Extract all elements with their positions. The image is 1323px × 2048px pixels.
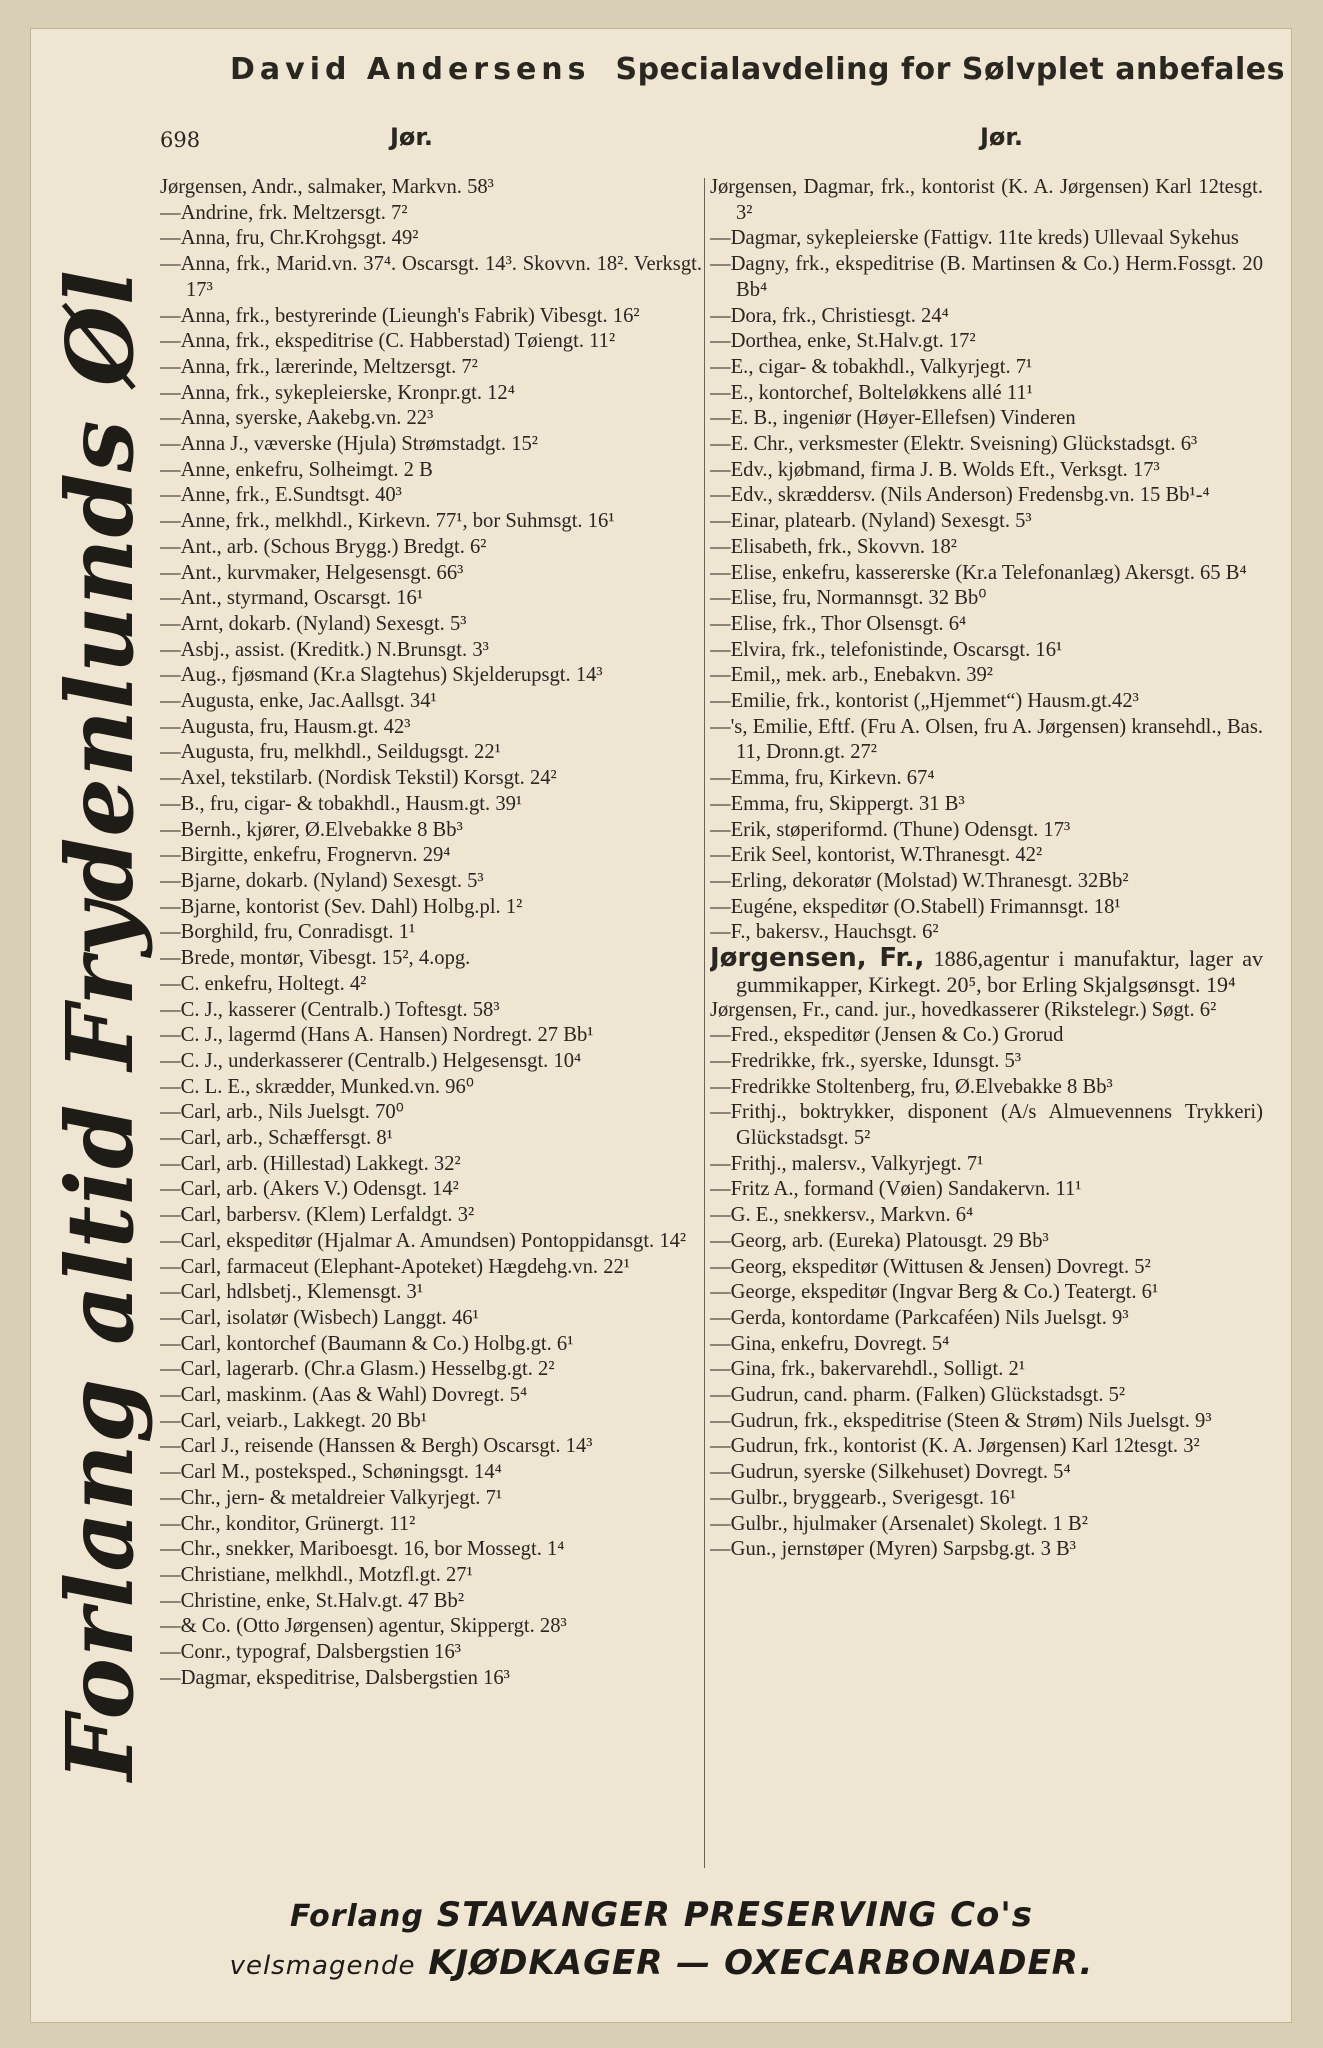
directory-entry: —Carl, farmaceut (Elephant-Apoteket) Hægdehg.vn. 22¹ <box>160 1255 630 1278</box>
directory-entry: —Carl, ekspeditør (Hjalmar A. Amundsen) Pontoppidansgt. 14² <box>160 1229 687 1252</box>
feature-entry <box>710 943 1263 997</box>
directory-entry: —Carl, arb. (Akers V.) Odensgt. 14² <box>160 1178 459 1201</box>
directory-entry: —E., kontorchef, Bolteløkkens allé 11¹ <box>710 381 1033 404</box>
directory-entry: —Gun., jernstøper (Myren) Sarpsbg.gt. 3 B³ <box>710 1538 1076 1561</box>
directory-entry: —Gudrun, cand. pharm. (Falken) Glückstadsgt. 5² <box>710 1384 1126 1407</box>
feature-entry-details: 1886,agentur i manufaktur, lager av gummikapper, Kirkegt. 20⁵, bor Erling Skjalgsønsgt. 19⁴ <box>736 946 1263 997</box>
side-advertisement <box>45 269 155 1781</box>
directory-entry: —Carl, arb., Nils Juelsgt. 70⁰ <box>160 1101 404 1124</box>
right-column-entries-a <box>710 175 1263 946</box>
directory-entry: —Bernh., kjører, Ø.Elvebakke 8 Bb³ <box>160 818 463 841</box>
header-tagline: Specialavdeling for Sølvplet anbefales <box>615 52 1286 87</box>
directory-entry: —C. L. E., skrædder, Munked.vn. 96⁰ <box>160 1075 475 1098</box>
directory-entry: —Fredrikke, frk., syerske, Idunsgt. 5³ <box>710 1049 1022 1072</box>
directory-entry: —Christiane, melkhdl., Motzfl.gt. 27¹ <box>160 1563 473 1586</box>
directory-entry: —Dagny, frk., ekspeditrise (B. Martinsen & Co.) Herm.Fossgt. 20 Bb⁴ <box>710 253 1263 301</box>
right-column-entries-b <box>710 998 1263 1563</box>
directory-entry: —Gulbr., bryggearb., Sverigesgt. 16¹ <box>710 1486 1016 1509</box>
directory-entry: —Frithj., boktrykker, disponent (A/s Almuevennens Trykkeri) Glückstadsgt. 5² <box>710 1101 1263 1150</box>
right-column <box>710 175 1263 1875</box>
directory-entry: —Anna J., væverske (Hjula) Strømstadgt. 15² <box>160 433 538 456</box>
directory-entry: —Anna, syerske, Aakebg.vn. 22³ <box>160 407 434 430</box>
running-head-left: Jør. <box>390 123 433 151</box>
directory-entry: —Chr., konditor, Grünergt. 11² <box>160 1512 416 1535</box>
directory-entry: —Edv., kjøbmand, firma J. B. Wolds Eft., Verksgt. 17³ <box>710 458 1160 481</box>
directory-entry: —B., fru, cigar- & tobakhdl., Hausm.gt. 39¹ <box>160 792 523 815</box>
directory-entry: —Gina, enkefru, Dovregt. 5⁴ <box>710 1332 950 1355</box>
directory-entry: —E. B., ingeniør (Høyer-Ellefsen) Vinderen <box>710 407 1076 430</box>
directory-entry: —Gerda, kontordame (Parkcaféen) Nils Juelsgt. 9³ <box>710 1306 1129 1329</box>
directory-entry: —Anne, frk., melkhdl., Kirkevn. 77¹, bor Suhmsgt. 16¹ <box>160 510 615 533</box>
directory-entry: —Chr., jern- & metaldreier Valkyrjegt. 7¹ <box>160 1486 503 1509</box>
directory-entry: —Carl M., posteksped., Schøningsgt. 14⁴ <box>160 1461 502 1484</box>
directory-entry: —Emilie, frk., kontorist („Hjemmet“) Hausm.gt.42³ <box>710 690 1139 713</box>
directory-entry: —Elisabeth, frk., Skovvn. 18² <box>710 535 957 558</box>
header-name: David Andersens <box>230 52 591 87</box>
directory-entry: —Gudrun, frk., ekspeditrise (Steen & Strøm) Nils Juelsgt. 9³ <box>710 1409 1212 1432</box>
directory-entry: —Anna, frk., lærerinde, Meltzersgt. 7² <box>160 355 478 378</box>
directory-entry: —Erik Seel, kontorist, W.Thranesgt. 42² <box>710 844 1043 867</box>
bottom-ad-line-2-big: KJØDKAGER — OXECARBONADER. <box>428 1943 1094 1983</box>
bottom-ad-line-2-small: velsmagende <box>229 1951 416 1981</box>
directory-entry: —Brede, montør, Vibesgt. 15², 4.opg. <box>160 947 471 970</box>
directory-entry: —Gudrun, syerske (Silkehuset) Dovregt. 5⁴ <box>710 1461 1071 1484</box>
directory-entry: —G. E., snekkersv., Markvn. 6⁴ <box>710 1204 974 1227</box>
directory-entry: Jørgensen, Dagmar, frk., kontorist (K. A. Jørgensen) Karl 12tesgt. 3² <box>710 176 1263 224</box>
directory-entry: —C. enkefru, Holtegt. 4² <box>160 972 367 995</box>
directory-entry: —Carl, maskinm. (Aas & Wahl) Dovregt. 5⁴ <box>160 1384 528 1407</box>
directory-entry: —Ant., arb. (Schous Brygg.) Bredgt. 6² <box>160 535 487 558</box>
directory-entry: —Dagmar, sykepleierske (Fattigv. 11te kreds) Ullevaal Sykehus <box>710 227 1239 250</box>
side-ad-text: Forlang altid Frydenlunds Øl <box>46 269 154 1781</box>
directory-entry: —Emma, fru, Kirkevn. 67⁴ <box>710 767 935 790</box>
bottom-ad-line-1-small: Forlang <box>289 1899 424 1934</box>
bottom-ad-line-2 <box>0 1943 1323 1983</box>
directory-entry: —George, ekspeditør (Ingvar Berg & Co.) Teatergt. 6¹ <box>710 1281 1159 1304</box>
directory-entry: —Anna, frk., Marid.vn. 37⁴. Oscarsgt. 14³. Skovvn. 18². Verksgt. 17³ <box>160 253 702 301</box>
directory-entry: —Anne, enkefru, Solheimgt. 2 B <box>160 458 433 481</box>
directory-entry: —Anna, frk., bestyrerinde (Lieungh's Fabrik) Vibesgt. 16² <box>160 304 640 327</box>
directory-entry: —Elvira, frk., telefonistinde, Oscarsgt. 16¹ <box>710 638 1063 661</box>
directory-entry: —Andrine, frk. Meltzersgt. 7² <box>160 201 408 224</box>
directory-entry: Jørgensen, Fr., cand. jur., hovedkasserer (Rikstelegr.) Søgt. 6² <box>710 998 1217 1021</box>
directory-entry: —Carl, veiarb., Lakkegt. 20 Bb¹ <box>160 1409 427 1432</box>
directory-entry: —Carl, hdlsbetj., Klemensgt. 3¹ <box>160 1281 423 1304</box>
directory-entry: —Axel, tekstilarb. (Nordisk Tekstil) Korsgt. 24² <box>160 767 557 790</box>
directory-entry: —Augusta, enke, Jac.Aallsgt. 34¹ <box>160 690 437 713</box>
directory-entry: —Edv., skræddersv. (Nils Anderson) Fredensbg.vn. 15 Bb¹-⁴ <box>710 484 1210 507</box>
directory-entry: —Fredrikke Stoltenberg, fru, Ø.Elvebakke 8 Bb³ <box>710 1075 1113 1098</box>
directory-entry: —Anna, frk., ekspeditrise (C. Habberstad) Tøiengt. 11² <box>160 330 616 353</box>
directory-entry: —Carl, kontorchef (Baumann & Co.) Holbg.gt. 6¹ <box>160 1332 574 1355</box>
directory-entry: —Emil,, mek. arb., Enebakvn. 39² <box>710 664 993 687</box>
directory-entry: —Gudrun, frk., kontorist (K. A. Jørgensen) Karl 12tesgt. 3² <box>710 1435 1200 1458</box>
directory-entry: —E., cigar- & tobakhdl., Valkyrjegt. 7¹ <box>710 355 1033 378</box>
directory-entry: —Augusta, fru, melkhdl., Seildugsgt. 22¹ <box>160 741 501 764</box>
directory-entry: —Borghild, fru, Conradisgt. 1¹ <box>160 921 416 944</box>
directory-entry: —Dorthea, enke, St.Halv.gt. 17² <box>710 330 976 353</box>
directory-entry: —Anna, fru, Chr.Krohgsgt. 49² <box>160 227 419 250</box>
directory-entry: —Gulbr., hjulmaker (Arsenalet) Skolegt. 1 B² <box>710 1512 1088 1535</box>
bottom-ad-line-1-big: STAVANGER PRESERVING Co's <box>436 1895 1034 1935</box>
directory-entry: —Dagmar, ekspeditrise, Dalsbergstien 16³ <box>160 1666 510 1689</box>
directory-entry: —C. J., underkasserer (Centralb.) Helgesensgt. 10⁴ <box>160 1049 582 1072</box>
directory-entry: —E. Chr., verksmester (Elektr. Sveisning) Glückstadsgt. 6³ <box>710 433 1198 456</box>
directory-entry: —C. J., lagermd (Hans A. Hansen) Nordregt. 27 Bb¹ <box>160 1024 594 1047</box>
directory-entry: —Erling, dekoratør (Molstad) W.Thranesgt. 32Bb² <box>710 869 1129 892</box>
directory-entry: —Anne, frk., E.Sundtsgt. 40³ <box>160 484 402 507</box>
directory-entry: —Georg, ekspeditør (Wittusen & Jensen) Dovregt. 5² <box>710 1255 1151 1278</box>
directory-entry: —Fritz A., formand (Vøien) Sandakervn. 11¹ <box>710 1178 1082 1201</box>
directory-entry: —Dora, frk., Christiesgt. 24⁴ <box>710 304 949 327</box>
directory-entry: —Anna, frk., sykepleierske, Kronpr.gt. 12⁴ <box>160 381 515 404</box>
header-advertisement <box>230 52 1286 87</box>
directory-entry: —Erik, støperiformd. (Thune) Odensgt. 17³ <box>710 818 1071 841</box>
directory-entry: —Georg, arb. (Eureka) Platousgt. 29 Bb³ <box>710 1229 1049 1252</box>
directory-entry: —Carl, barbersv. (Klem) Lerfaldgt. 3² <box>160 1204 475 1227</box>
directory-entry: —Carl, isolatør (Wisbech) Langgt. 46¹ <box>160 1306 479 1329</box>
running-head-right: Jør. <box>980 123 1023 151</box>
directory-entry: —Augusta, fru, Hausm.gt. 42³ <box>160 715 411 738</box>
directory-entry: —Conr., typograf, Dalsbergstien 16³ <box>160 1641 461 1664</box>
directory-entry: —Fred., ekspeditør (Jensen & Co.) Grorud <box>710 1024 1064 1047</box>
directory-entry: —Carl, arb., Schæffersgt. 8¹ <box>160 1127 393 1150</box>
directory-entry: —C. J., kasserer (Centralb.) Toftesgt. 58³ <box>160 998 500 1021</box>
directory-entry: —Elise, frk., Thor Olsensgt. 6⁴ <box>710 612 967 635</box>
directory-entry: —Bjarne, kontorist (Sev. Dahl) Holbg.pl. 1² <box>160 895 523 918</box>
bottom-advertisement <box>0 1895 1323 1983</box>
directory-entry: —Arnt, dokarb. (Nyland) Sexesgt. 5³ <box>160 612 467 635</box>
directory-entry: —Eugéne, ekspeditør (O.Stabell) Frimannsgt. 18¹ <box>710 895 1121 918</box>
directory-entry: —Elise, fru, Normannsgt. 32 Bb⁰ <box>710 587 987 610</box>
directory-entry: —'s, Emilie, Eftf. (Fru A. Olsen, fru A. Jørgensen) kransehdl., Bas. 11, Dronn.gt. 27² <box>710 715 1263 764</box>
directory-entry: —Ant., kurvmaker, Helgesensgt. 66³ <box>160 561 464 584</box>
directory-entry: —Aug., fjøsmand (Kr.a Slagtehus) Skjelderupsgt. 14³ <box>160 664 603 687</box>
directory-entry: —F., bakersv., Hauchsgt. 6² <box>710 921 939 944</box>
column-divider <box>704 178 705 1868</box>
directory-entry: —Carl, arb. (Hillestad) Lakkegt. 32² <box>160 1152 461 1175</box>
bottom-ad-line-1 <box>0 1895 1323 1935</box>
directory-entry: —Asbj., assist. (Kreditk.) N.Brunsgt. 3³ <box>160 638 489 661</box>
directory-entry: —Einar, platearb. (Nyland) Sexesgt. 5³ <box>710 510 1032 533</box>
directory-entry: —Frithj., malersv., Valkyrjegt. 7¹ <box>710 1152 984 1175</box>
directory-entry: Jørgensen, Andr., salmaker, Markvn. 58³ <box>160 176 494 198</box>
page-number: 698 <box>160 128 201 152</box>
directory-entry: —Birgitte, enkefru, Frognervn. 29⁴ <box>160 844 451 867</box>
directory-entry: —Carl J., reisende (Hanssen & Bergh) Oscarsgt. 14³ <box>160 1435 593 1458</box>
directory-entry: —Bjarne, dokarb. (Nyland) Sexesgt. 5³ <box>160 869 484 892</box>
left-column <box>160 175 702 1875</box>
directory-entry: —Elise, enkefru, kassererske (Kr.a Telefonanlæg) Akersgt. 65 B⁴ <box>710 561 1247 584</box>
directory-entry: —Emma, fru, Skippergt. 31 B³ <box>710 792 965 815</box>
directory-entry: —Christine, enke, St.Halv.gt. 47 Bb² <box>160 1589 464 1612</box>
directory-entry: —Ant., styrmand, Oscarsgt. 16¹ <box>160 587 423 610</box>
directory-entry: —Gina, frk., bakervarehdl., Solligt. 2¹ <box>710 1358 1026 1381</box>
directory-entry: —& Co. (Otto Jørgensen) agentur, Skippergt. 28³ <box>160 1615 567 1638</box>
feature-entry-name: Jørgensen, Fr., <box>710 943 925 974</box>
directory-entry: —Carl, lagerarb. (Chr.a Glasm.) Hesselbg.gt. 2² <box>160 1358 555 1381</box>
directory-entry: —Chr., snekker, Mariboesgt. 16, bor Mossegt. 1⁴ <box>160 1538 565 1561</box>
